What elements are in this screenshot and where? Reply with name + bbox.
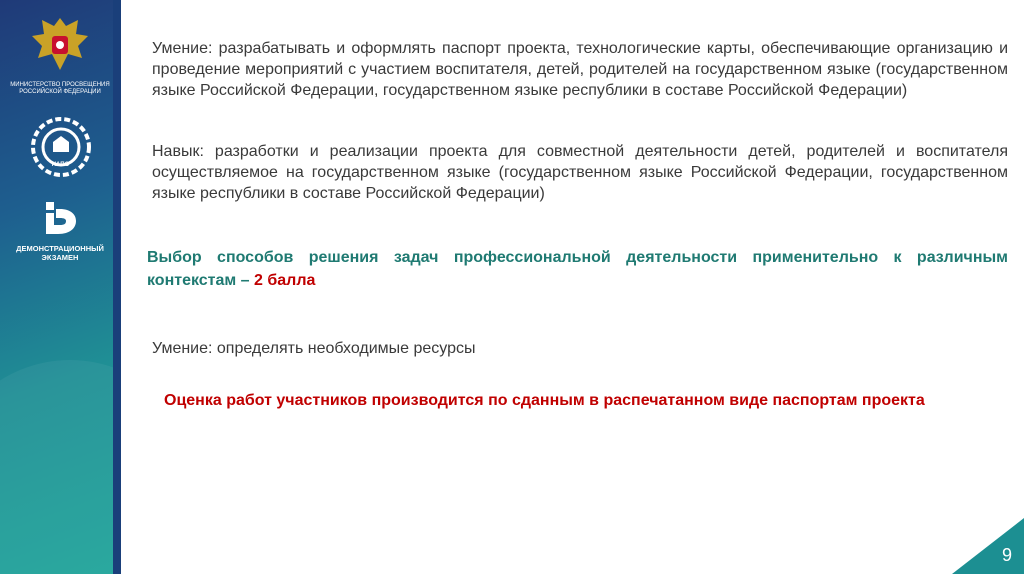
skill-paragraph-3: Умение: определять необходимые ресурсы xyxy=(152,340,476,357)
assessment-note: Оценка работ участников производится по сданным в распечатанном виде паспортам проекта xyxy=(164,392,925,409)
skill-paragraph-1: Умение: разрабатывать и оформлять паспорт проекта, технологические карты, обеспечивающие организацию и проведение мероприятий с участием воспитателя, детей, родителей на государственном языке (государственном языке Российской Федерации, государственном языке республики в составе Российской Федерации) xyxy=(152,40,1008,99)
sidebar xyxy=(0,0,121,574)
page-corner xyxy=(952,518,1024,574)
napo-label: НАПО xyxy=(51,162,70,168)
section-heading xyxy=(147,246,1008,292)
skill-paragraph-2: Навык: разработки и реализации проекта для совместной деятельности детей, родителей и воспитателя осуществляемое на государственном языке (государственном языке Российской Федерации, государственном языке республики в составе Российской Федерации) xyxy=(152,143,1008,202)
napo-logo-icon xyxy=(26,112,96,182)
demo-exam-logo-icon xyxy=(42,200,78,236)
page-number: 9 xyxy=(1001,545,1012,565)
ministry-caption: МИНИСТЕРСТВО ПРОСВЕЩЕНИЯ РОССИЙСКОЙ ФЕДЕРАЦИИ xyxy=(10,82,110,95)
demo-exam-caption: ДЕМОНСТРАЦИОННЫЙ ЭКЗАМЕН xyxy=(16,244,104,262)
sidebar-decoration xyxy=(0,360,121,574)
heading-score: 2 балла xyxy=(254,272,316,289)
heading-text: Выбор способов решения задач профессиональной деятельности применительно к различным контекстам – xyxy=(147,249,1008,289)
coat-of-arms-icon xyxy=(26,14,94,76)
